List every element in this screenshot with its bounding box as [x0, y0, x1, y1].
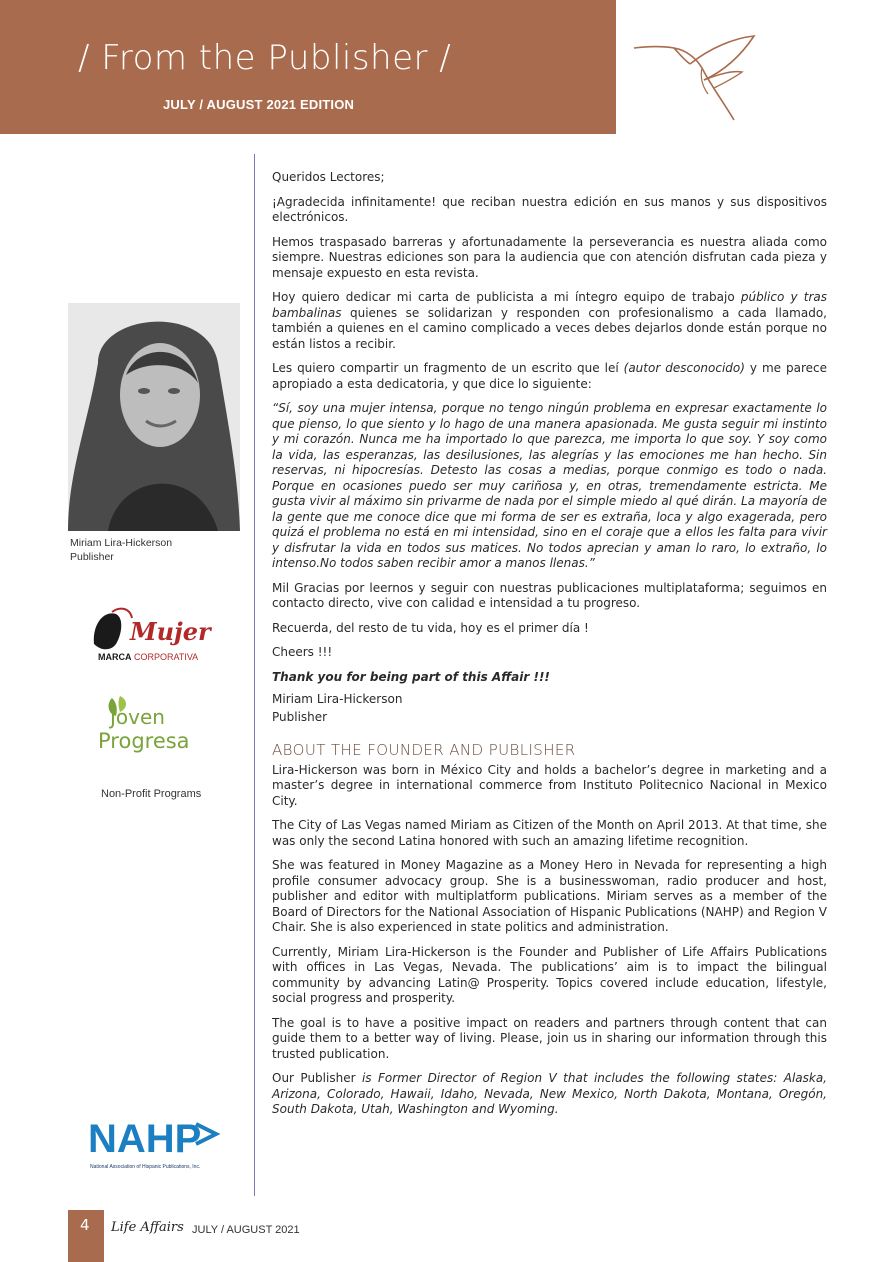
footer-edition: JULY / AUGUST 2021 [192, 1224, 300, 1236]
about-heading: ABOUT THE FOUNDER AND PUBLISHER [272, 741, 576, 759]
column-divider [254, 154, 255, 1196]
svg-text:MARCA: MARCA [98, 652, 132, 662]
svg-text:NAHP: NAHP [88, 1117, 202, 1161]
nahp-logo [88, 1114, 222, 1172]
letter-greeting: Queridos Lectores; [272, 170, 385, 184]
main-article [272, 170, 827, 1127]
edition-label: JULY / AUGUST 2021 EDITION [163, 97, 355, 112]
svg-text:Joven: Joven [110, 705, 165, 729]
svg-text:Progresa: Progresa [98, 729, 190, 753]
signature-role: Publisher [272, 709, 328, 724]
about-paragraph: Lira-Hickerson was born in México City and holds a bachelor’s degree in marketing and a master’s degree in international commerce from Instituto Politecnico Nacional in Mexico City. [272, 762, 827, 808]
photo-caption-name: Miriam Lira-Hickerson [70, 537, 173, 549]
letter-paragraph: Hoy quiero dedicar mi carta de publicista a mi íntegro equipo de trabajo público y tras bambalinas quienes se solidarizan y responden con profesionalismo a cada llamado, también a quienes en el camino complicado a veces debes dejarlos donde están porque no están listos a recibir. [272, 290, 827, 351]
letter-paragraph: Recuerda, del resto de tu vida, hoy es el primer día ! [272, 620, 589, 635]
letter-paragraph: Les quiero compartir un fragmento de un escrito que leí (autor desconocido) y me parece apropiado a esta dedicatoria, y que dice lo siguiente: [272, 361, 827, 391]
page-title: / From the Publisher / [78, 38, 452, 78]
signature-name: Miriam Lira-Hickerson [272, 692, 403, 706]
portrait-illustration-icon [68, 303, 240, 531]
hummingbird-logo-icon [630, 28, 760, 128]
about-section [272, 743, 827, 1118]
about-paragraph: The City of Las Vegas named Miriam as Citizen of the Month on April 2013. At that time, she was only the second Latina honored with such an amazing lifetime recognition. [272, 818, 827, 848]
page-number: 4 [80, 1216, 90, 1234]
about-paragraph: She was featured in Money Magazine as a Money Hero in Nevada for representing a high profile consumer advocacy group. She is a businesswoman, radio producer and host, publisher and editor with multiplatform publications. Miriam serves as a member of the Board of Directors for the National Association of Hispanic Publications (NAHP) and Region V Chair. She is also experienced in state politics and administration. [272, 858, 827, 934]
joven-progresa-logo [96, 694, 214, 756]
svg-text:Mujer: Mujer [130, 617, 211, 646]
letter-paragraph: Cheers !!! [272, 645, 333, 659]
letter-paragraph: Mil Gracias por leernos y seguir con nuestras publicaciones multiplataforma; seguimos en contacto directo, vive con calidad e intensidad a tu progreso. [272, 580, 827, 610]
letter-paragraph: Hemos traspasado barreras y afortunadamente la perseverancia es nuestra aliada como siempre. Nuestras ediciones son para la audiencia que con atención disfrutan cada pieza y mensaje expuesto en esta revista. [272, 234, 827, 280]
header-band [0, 0, 616, 134]
letter-paragraph: ¡Agradecida infinitamente! que reciban nuestra edición en sus manos y sus dispositivos electrónicos. [272, 194, 827, 224]
mujer-marca-corporativa-logo [90, 604, 214, 666]
photo-caption-role: Publisher [70, 551, 114, 563]
letter-thanks: Thank you for being part of this Affair !!! [272, 669, 550, 684]
about-paragraph: Our Publisher is Former Director of Region V that includes the following states: Alaska, Arizona, Colorado, Hawaii, Idaho, Nevada, New Mexico, North Dakota, Montana, Oregón, South Dakota, Utah, Washington and Wyoming. [272, 1071, 827, 1116]
publisher-photo [68, 303, 240, 531]
svg-text:CORPORATIVA: CORPORATIVA [134, 652, 199, 662]
about-paragraph: The goal is to have a positive impact on readers and partners through content that can guide them to a better way of living. Please, join us in sharing our information through this trusted publication. [272, 1015, 827, 1061]
letter-quote: “Sí, soy una mujer intensa, porque no tengo ningún problema en expresar exactamente lo que pienso, lo que siento y lo hago de una manera apasionada. Me gusta seguir mi instinto y mi corazón. Nunca me ha importado lo que parezca, me importa lo que soy. Y soy como la vida, las esperanzas, las desilusiones, las alegrías y las emociones me han hecho. Sin reservas, ni hipocresías. Detesto las cosas a medias, porque conmigo es todo o nada. Porque en ocasiones puedo ser muy cariñosa y, en otras, tremendamente estricta. Me gusta vivir al máximo sin privarme de nada por el simple miedo al qué dirán. La mayoría de la gente que me conoce dice que mi forma de ser es extraña, loca y algo exagerada, pero quizá el problema no está en mi intensidad, sino en el coraje que a ellos les falta para vivir y disfrutar la vida en todos sus matices. No todos aprecian y aman lo raro, lo extraño, lo intenso.No todos saben recibir amor a manos llenas.” [272, 401, 827, 570]
svg-text:National Association of Hispan: National Association of Hispanic Publications, Inc. [90, 1164, 201, 1170]
about-paragraph: Currently, Miriam Lira-Hickerson is the Founder and Publisher of Life Affairs Publications with offices in Las Vegas, Nevada. The publications’ aim is to impact the bilingual community by advancing Latin@ Prosperity. Topics covered include education, lifestyle, social progress and prosperity. [272, 944, 827, 1005]
nonprofit-programs-label: Non-Profit Programs [101, 788, 202, 800]
footer-brand-logo: Life Affairs [111, 1220, 184, 1235]
